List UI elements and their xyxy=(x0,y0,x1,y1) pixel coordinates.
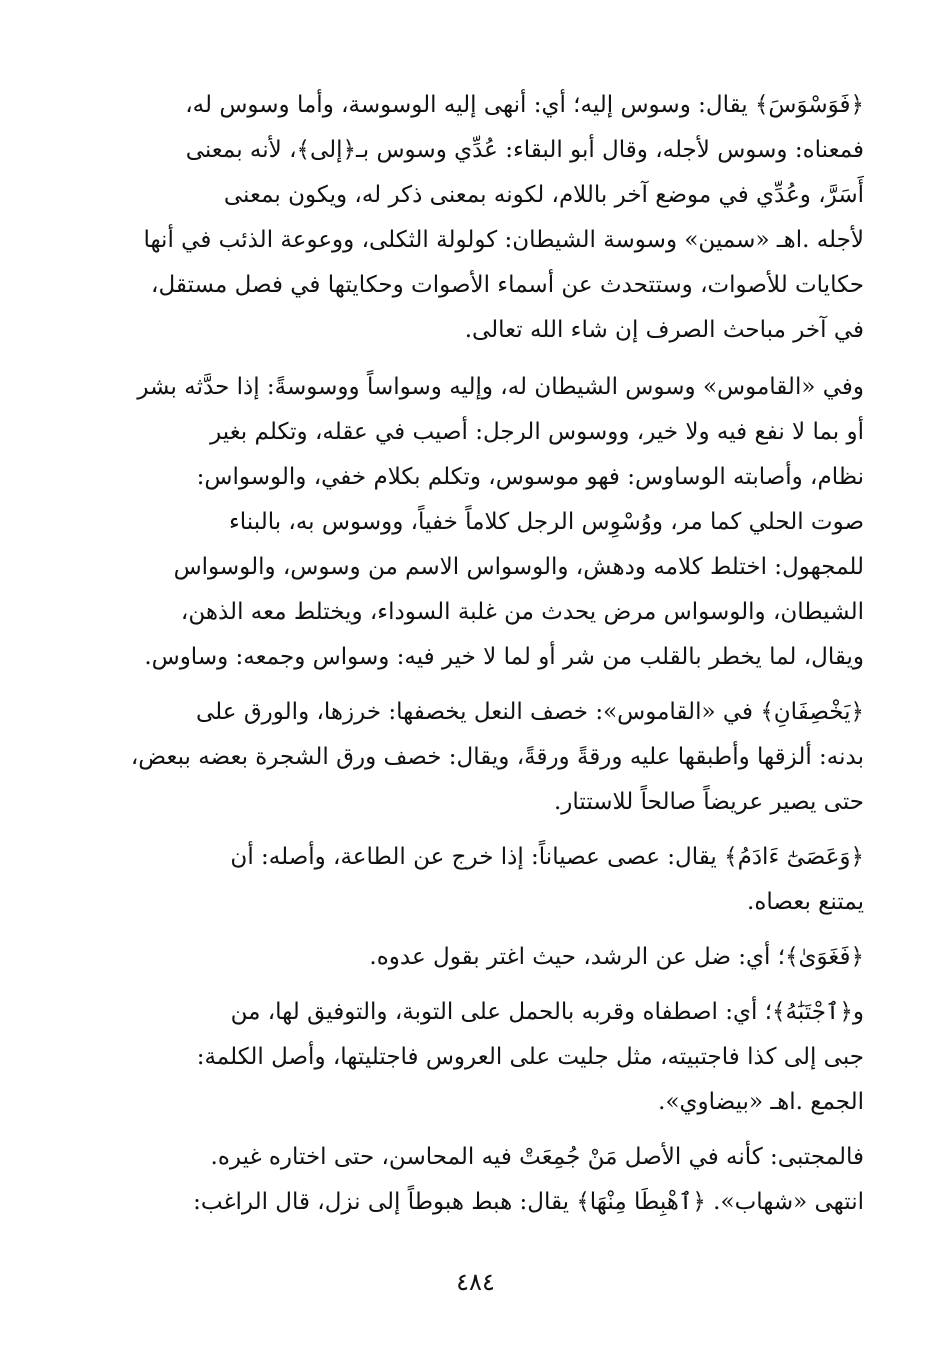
text-line: ويقال، لما يخطر بالقلب من شر أو لما لا خير فيه: وسواس وجمعه: وساوس. xyxy=(144,644,864,670)
text-line: نظام، وأصابته الوساوس: فهو موسوس، وتكلم بكلام خفي، والوسواس: xyxy=(196,464,864,490)
text-line: حكايات للأصوات، وستتحدث عن أسماء الأصوات وحكايتها في فصل مستقل، xyxy=(151,272,864,298)
page-number: ٤٨٤ xyxy=(456,1268,495,1296)
text-line: في آخر مباحث الصرف إن شاء الله تعالى. xyxy=(464,317,864,343)
text-line: أَسَرَّ، وعُدِّي في موضع آخر باللام، لكونه بمعنى ذكر له، ويكون بمعنى xyxy=(223,182,864,208)
text-line: ﴿فَوَسْوَسَ﴾ يقال: وسوس إليه؛ أي: أنهى إليه الوسوسة، وأما وسوس له، xyxy=(185,92,864,118)
text-line: فمعناه: وسوس لأجله، وقال أبو البقاء: عُدِّي وسوس بـ﴿إلى﴾، لأنه بمعنى xyxy=(185,137,864,163)
text-line: فالمجتبى: كأنه في الأصل مَنْ جُمِعَتْ فيه المحاسن، حتى اختاره غيره. xyxy=(210,1144,864,1170)
paragraph-mujtaba xyxy=(92,1135,864,1225)
paragraph-yakhsifan xyxy=(92,690,864,825)
text-line: الشيطان، والوسواس مرض يحدث من غلبة السوداء، ويختلط معه الذهن، xyxy=(180,599,864,625)
paragraph-faghawa xyxy=(92,935,864,980)
paragraph-ijtabahu xyxy=(92,990,864,1125)
text-line: انتهى «شهاب». ﴿ٱهْبِطَا مِنْهَا﴾ يقال: هبط هبوطاً إلى نزل، قال الراغب: xyxy=(193,1189,864,1215)
text-line: يمتنع بعصاه. xyxy=(747,889,864,915)
text-line: بدنه: ألزقها وأطبقها عليه ورقةً ورقةً، ويقال: خصف ورق الشجرة بعضه ببعض، xyxy=(130,744,864,770)
text-line: ﴿يَخْصِفَانِ﴾ في «القاموس»: خصف النعل يخصفها: خرزها، والورق على xyxy=(196,699,864,725)
paragraph-waswasa xyxy=(92,83,864,353)
page-body xyxy=(92,83,864,1323)
text-line: صوت الحلي كما مر، ووُسْوِس الرجل كلاماً خفياً، ووسوس به، بالبناء xyxy=(228,509,864,535)
text-line: ﴿وَعَصَىٰٓ ءَادَمُ﴾ يقال: عصى عصياناً: إذا خرج عن الطاعة، وأصله: أن xyxy=(230,844,864,870)
paragraph-qamus-waswas xyxy=(92,365,864,680)
text-line: أو بما لا نفع فيه ولا خير، ووسوس الرجل: أصيب في عقله، وتكلم بغير xyxy=(210,419,864,445)
text-line: و﴿ٱجْتَبَٰهُ﴾؛ أي: اصطفاه وقربه بالحمل على التوبة، والتوفيق لها، من xyxy=(230,999,864,1025)
text-line: لأجله .اهـ «سمين» وسوسة الشيطان: كولولة الثكلى، ووعوعة الذئب في أنها xyxy=(143,227,864,253)
text-line: ﴿فَغَوَىٰ﴾؛ أي: ضل عن الرشد، حيث اغتر بقول عدوه. xyxy=(369,944,864,970)
text-line: وفي «القاموس» وسوس الشيطان له، وإليه وسواساً ووسوسةً: إذا حدَّثه بشر xyxy=(137,374,864,400)
text-line: للمجهول: اختلط كلامه ودهش، والوسواس الاسم من وسوس، والوسواس xyxy=(173,554,864,580)
paragraph-wa-asa xyxy=(92,835,864,925)
text-line: الجمع .اهـ «بيضاوي». xyxy=(658,1089,864,1115)
text-line: حتى يصير عريضاً صالحاً للاستتار. xyxy=(553,789,864,815)
text-line: جبى إلى كذا فاجتبيته، مثل جليت على العروس فاجتليتها، وأصل الكلمة: xyxy=(196,1044,864,1070)
